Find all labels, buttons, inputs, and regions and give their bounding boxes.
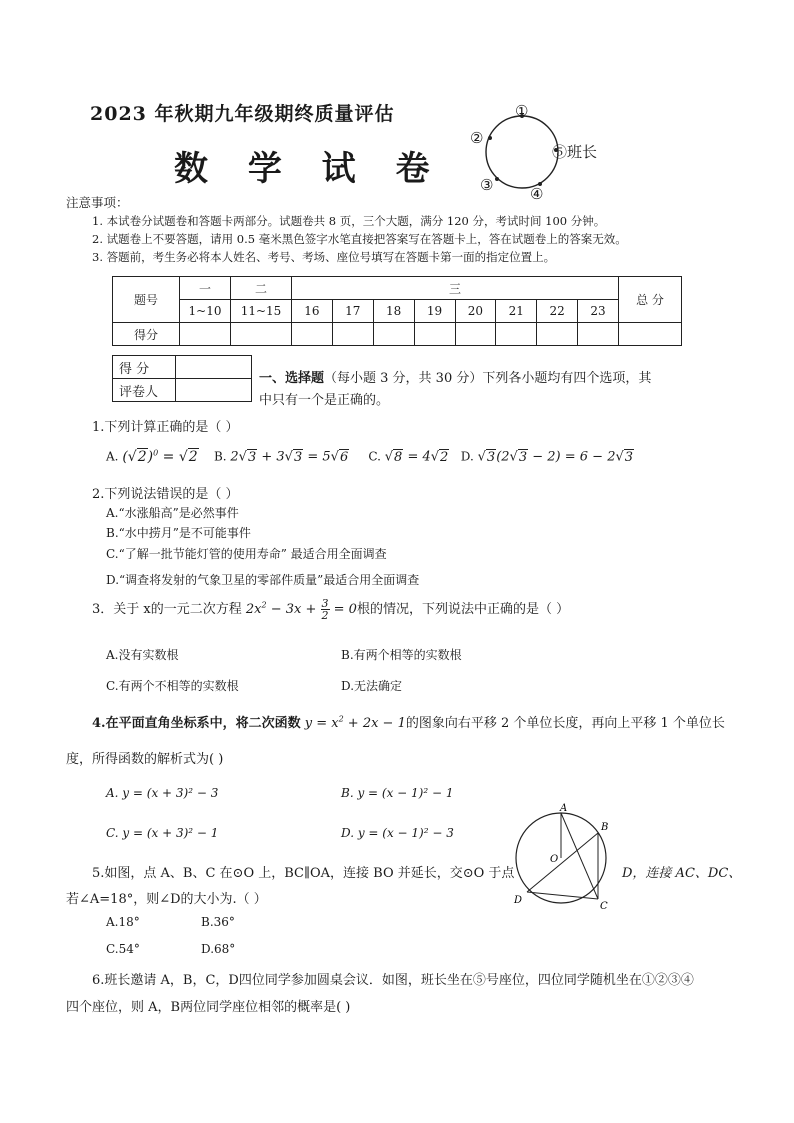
- q1-options: [106, 448, 634, 465]
- grader-box: [112, 355, 252, 402]
- q6-stem-line-2: 四个座位，则 A，B两位同学座位相邻的概率是( ): [66, 1000, 351, 1015]
- q1-option-c-formula: √8 = 4√2: [384, 449, 449, 465]
- q5-option-d: D.68°: [201, 942, 236, 956]
- grader-name-blank: [176, 379, 252, 402]
- q1-option-b-formula: 2√3 + 3√3 = 5√6: [230, 449, 349, 465]
- seat-dot-3: [495, 177, 499, 181]
- q5-line-dc: [527, 892, 598, 899]
- q5-stem-line-1: 5.如图，点 A、B、C 在⊙O 上，BC∥OA，连接 BO 并延长，交⊙O 于点: [92, 866, 515, 881]
- range-cell: 23: [578, 300, 619, 323]
- seat-label-5: ⑤班长: [552, 143, 598, 161]
- q5-label-a: A: [560, 803, 568, 814]
- q4-option-d: D. y = (x − 1)² − 3: [341, 826, 454, 840]
- seat-label-3: ③: [480, 176, 494, 194]
- q1-option-d-label: D.: [460, 449, 474, 464]
- q2-option-d: D.“调查将发射的气象卫星的零部件质量”最适合用全面调查: [106, 573, 420, 587]
- range-cell: 17: [332, 300, 373, 323]
- q4-option-a: A. y = (x + 3)² − 3: [106, 786, 219, 800]
- seat-label-1: ①: [515, 102, 529, 120]
- q5-label-b: B: [601, 822, 609, 833]
- q1-option-d-formula: √3(2√3 − 2) = 6 − 2√3: [477, 449, 634, 465]
- q2-option-c: C.“了解一批节能灯管的使用寿命” 最适合用全面调查: [106, 547, 387, 561]
- q1-stem: 1.下列计算正确的是（ ）: [92, 420, 239, 435]
- exam-title: 2023 年秋期九年级期终质量评估: [90, 103, 395, 125]
- q4-stem-post: 的图象向右平移 2 个单位长度，再向上平移 1 个单位长: [405, 716, 725, 731]
- section-1-header: 一: [180, 277, 231, 300]
- score-blank: [537, 323, 578, 346]
- section-1-instructions-2: 中只有一个是正确的。: [259, 393, 390, 408]
- q5-option-b: B.36°: [201, 915, 235, 929]
- grader-score-blank: [176, 356, 252, 379]
- note-3: 3. 答题前，考生务必将本人姓名、考号、考场、座位号填写在答题卡第一面的指定位置上。: [92, 250, 556, 264]
- note-1: 1. 本试卷分试题卷和答题卡两部分。试题卷共 8 页，三个大题，满分 120 分，考试时间 100 分钟。: [92, 214, 606, 228]
- section-1-title: 一、选择题: [259, 371, 325, 386]
- q3-option-c: C.有两个不相等的实数根: [106, 679, 239, 693]
- score-blank: [414, 323, 455, 346]
- total-score-header: 总 分: [619, 277, 682, 323]
- q3-equation: $2x^2 - 3x$ + $\frac{3}{2}$ = 0: [245, 597, 357, 622]
- q4-option-b: B. y = (x − 1)² − 1: [341, 786, 454, 800]
- section-1-desc: （每小题 3 分，共 30 分）下列各小题均有四个选项，其: [324, 371, 652, 386]
- range-cell: 19: [414, 300, 455, 323]
- row-label-question-number: 题号: [113, 277, 180, 323]
- q5-stem-line-1-tail: D，连接 AC、DC、: [622, 866, 742, 881]
- q1-option-c-label: C.: [368, 449, 381, 464]
- q5-option-c: C.54°: [106, 942, 140, 956]
- range-cell: 1~10: [180, 300, 231, 323]
- q4-stem-line-2: 度，所得函数的解析式为( ): [66, 752, 224, 767]
- q3-stem-pre: 3．关于 x的一元二次方程: [92, 602, 242, 617]
- section-3-header: 三: [292, 277, 619, 300]
- score-blank: [496, 323, 537, 346]
- q3-stem-post: 根的情况，下列说法中正确的是（ ）: [356, 602, 570, 617]
- score-blank: [231, 323, 292, 346]
- notes-heading: 注意事项：: [66, 195, 129, 210]
- q1-option-a-label: A.: [106, 449, 119, 464]
- q3-option-b: B.有两个相等的实数根: [341, 648, 462, 662]
- q5-label-o: O: [550, 854, 559, 865]
- q2-option-b: B.“水中捞月”是不可能事件: [106, 526, 251, 540]
- section-1-instructions: [259, 367, 651, 386]
- range-cell: 11~15: [231, 300, 292, 323]
- score-blank: [292, 323, 333, 346]
- q1-option-a-formula: $(√2)^0 = √2$: [122, 448, 198, 465]
- score-blank: [180, 323, 231, 346]
- q1-option-b-label: B.: [213, 449, 227, 464]
- grader-score-label: 得 分: [113, 356, 176, 379]
- score-blank: [373, 323, 414, 346]
- range-cell: 16: [292, 300, 333, 323]
- q3-option-d: D.无法确定: [341, 679, 403, 693]
- range-cell: 22: [537, 300, 578, 323]
- q5-stem-line-2: 若∠A=18°，则∠D的大小为.（ ）: [66, 892, 267, 907]
- range-cell: 18: [373, 300, 414, 323]
- subject-title: 数 学 试 卷: [174, 149, 444, 189]
- q5-line-bd: [527, 833, 598, 892]
- note-2: 2. 试题卷上不要答题，请用 0.5 毫米黑色签字水笔直接把答案写在答题卡上，答在试题卷上的答案无效。: [92, 232, 627, 246]
- q4-stem-pre: 4.在平面直角坐标系中，将二次函数: [92, 716, 301, 731]
- score-table: [112, 276, 682, 346]
- q5-option-a: A.18°: [106, 915, 140, 929]
- q4-option-c: C. y = (x + 3)² − 1: [106, 826, 219, 840]
- q4-function: $y = x^2 + 2x - 1$: [304, 714, 406, 731]
- score-blank: [578, 323, 619, 346]
- q3-fraction: $\frac{3}{2}$: [321, 597, 329, 622]
- q3-stem-line: [92, 598, 569, 621]
- q5-label-c: C: [600, 901, 608, 910]
- section-2-header: 二: [231, 277, 292, 300]
- range-cell: 21: [496, 300, 537, 323]
- q3-option-a: A.没有实数根: [106, 648, 179, 662]
- range-cell: 20: [455, 300, 496, 323]
- q4-stem-line-1: [92, 712, 725, 731]
- seat-dot-2: [488, 136, 492, 140]
- q2-option-a: A.“水涨船高”是必然事件: [106, 506, 239, 520]
- score-blank: [332, 323, 373, 346]
- q5-label-d: D: [514, 895, 523, 906]
- seat-label-2: ②: [470, 129, 484, 147]
- q5-circle-figure: [505, 800, 625, 910]
- grader-name-label: 评卷人: [113, 379, 176, 402]
- score-blank: [455, 323, 496, 346]
- q6-stem-line-1: 6.班长邀请 A，B，C，D四位同学参加圆桌会议．如图，班长坐在⑤号座位，四位同学随机坐在①②③④: [92, 973, 694, 988]
- row-label-score: 得分: [113, 323, 180, 346]
- q2-stem: 2.下列说法错误的是（ ）: [92, 487, 239, 502]
- score-blank: [619, 323, 682, 346]
- seat-label-4: ④: [530, 185, 544, 203]
